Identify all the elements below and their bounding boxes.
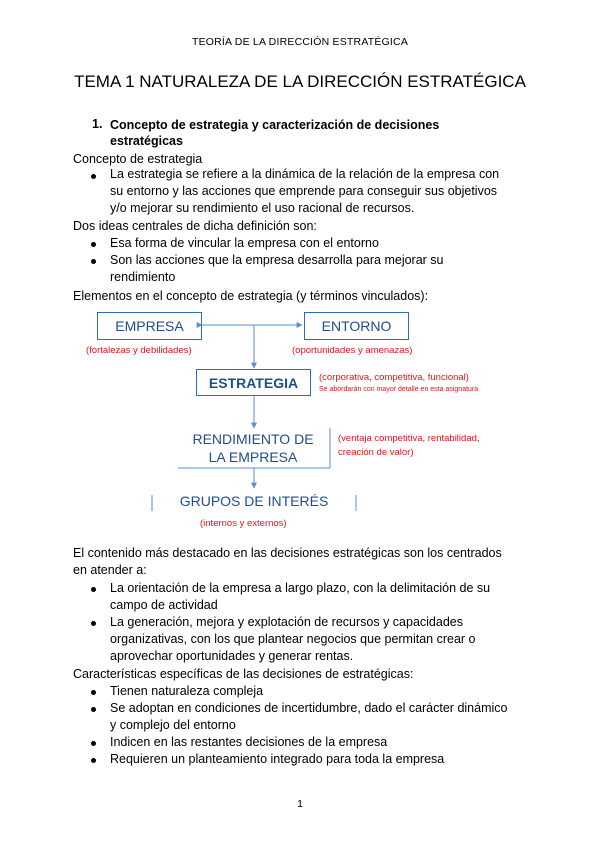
caracteristicas-label: Características específicas de las decisiones de estratégicas: <box>73 667 414 681</box>
bullet-dot <box>91 174 96 179</box>
bullet-dot <box>91 741 96 746</box>
grupos-box: GRUPOS DE INTERÉS <box>179 493 329 509</box>
bullet-dot <box>91 259 96 264</box>
contenido-bullet-2 <box>110 614 476 665</box>
entorno-box: ENTORNO <box>304 312 409 340</box>
text-line: rendimiento <box>110 270 176 284</box>
section-number: 1. <box>92 117 103 131</box>
rendimiento-box <box>178 430 328 466</box>
rendimiento-note <box>338 432 480 460</box>
note-line: (ventaja competitiva, rentabilidad, <box>338 433 480 444</box>
text-line: y complejo del entorno <box>110 718 236 732</box>
estrategia-note: (corporativa, competitiva, funcional) <box>319 372 469 383</box>
car-bullet-1: Tienen naturaleza compleja <box>110 684 264 698</box>
bullet-dot <box>91 242 96 247</box>
empresa-note: (fortalezas y debilidades) <box>86 345 192 356</box>
text-line: su entorno y las acciones que emprende para conseguir sus objetivos <box>110 184 498 198</box>
page-title: TEMA 1 NATURALEZA DE LA DIRECCIÓN ESTRATÉGICA <box>74 72 526 91</box>
bullet-dot <box>91 587 96 592</box>
car-bullet-2 <box>110 700 507 734</box>
concepto-label: Concepto de estrategia <box>73 152 203 166</box>
text-line: Se adoptan en condiciones de incertidumbre, dado el carácter dinámico <box>110 701 508 715</box>
grupos-note: (internos y externos) <box>200 518 287 529</box>
bullet-dot <box>91 707 96 712</box>
text-line: La orientación de la empresa a largo plazo, con la delimitación de su <box>110 581 491 595</box>
section-heading <box>110 117 490 149</box>
text-line: aprovechar oportunidades y generar rentas. <box>110 649 354 663</box>
estrategia-subnote: Se abordarán con mayor detalle en esta asignatura <box>319 386 479 393</box>
empresa-box: EMPRESA <box>97 312 202 340</box>
contenido-bullet-1 <box>110 580 490 614</box>
text-line: El contenido más destacado en las decisiones estratégicas son los centrados <box>73 546 502 560</box>
estrategia-box: ESTRATEGIA <box>196 369 311 396</box>
text-line: y/o mejorar su rendimiento el uso racional de recursos. <box>110 201 415 215</box>
contenido-label <box>73 545 502 579</box>
bullet-dot <box>91 621 96 626</box>
text-line: La estrategia se refiere a la dinámica de la relación de la empresa con <box>110 167 500 181</box>
page-header: TEORÍA DE LA DIRECCIÓN ESTRATÉGICA <box>191 36 409 48</box>
rendimiento-line: RENDIMIENTO DE <box>192 431 314 447</box>
car-bullet-4: Requieren un planteamiento integrado para toda la empresa <box>110 752 445 766</box>
note-line: creación de valor) <box>338 447 414 458</box>
page-number: 1 <box>297 798 303 810</box>
text-line: en atender a: <box>73 563 147 577</box>
section-heading-line: Concepto de estrategia y caracterización de decisiones <box>110 118 440 132</box>
entorno-note: (oportunidades y amenazas) <box>292 345 413 356</box>
bullet-dot <box>91 690 96 695</box>
bullet-dot <box>91 758 96 763</box>
dos-ideas-bullet-2 <box>110 252 444 286</box>
section-heading-line: estratégicas <box>110 134 183 148</box>
concepto-bullet <box>110 166 499 217</box>
car-bullet-3: Indicen en las restantes decisiones de la empresa <box>110 735 388 749</box>
elementos-label: Elementos en el concepto de estrategia (y términos vinculados): <box>73 289 429 303</box>
text-line: campo de actividad <box>110 598 218 612</box>
dos-ideas-bullet-1: Esa forma de vincular la empresa con el entorno <box>110 236 379 250</box>
dos-ideas-label: Dos ideas centrales de dicha definición son: <box>73 219 317 233</box>
text-line: organizativas, con los que plantear negocios que permitan crear o <box>110 632 476 646</box>
text-line: Son las acciones que la empresa desarrolla para mejorar su <box>110 253 444 267</box>
rendimiento-line: LA EMPRESA <box>208 449 298 465</box>
text-line: La generación, mejora y explotación de recursos y capacidades <box>110 615 463 629</box>
